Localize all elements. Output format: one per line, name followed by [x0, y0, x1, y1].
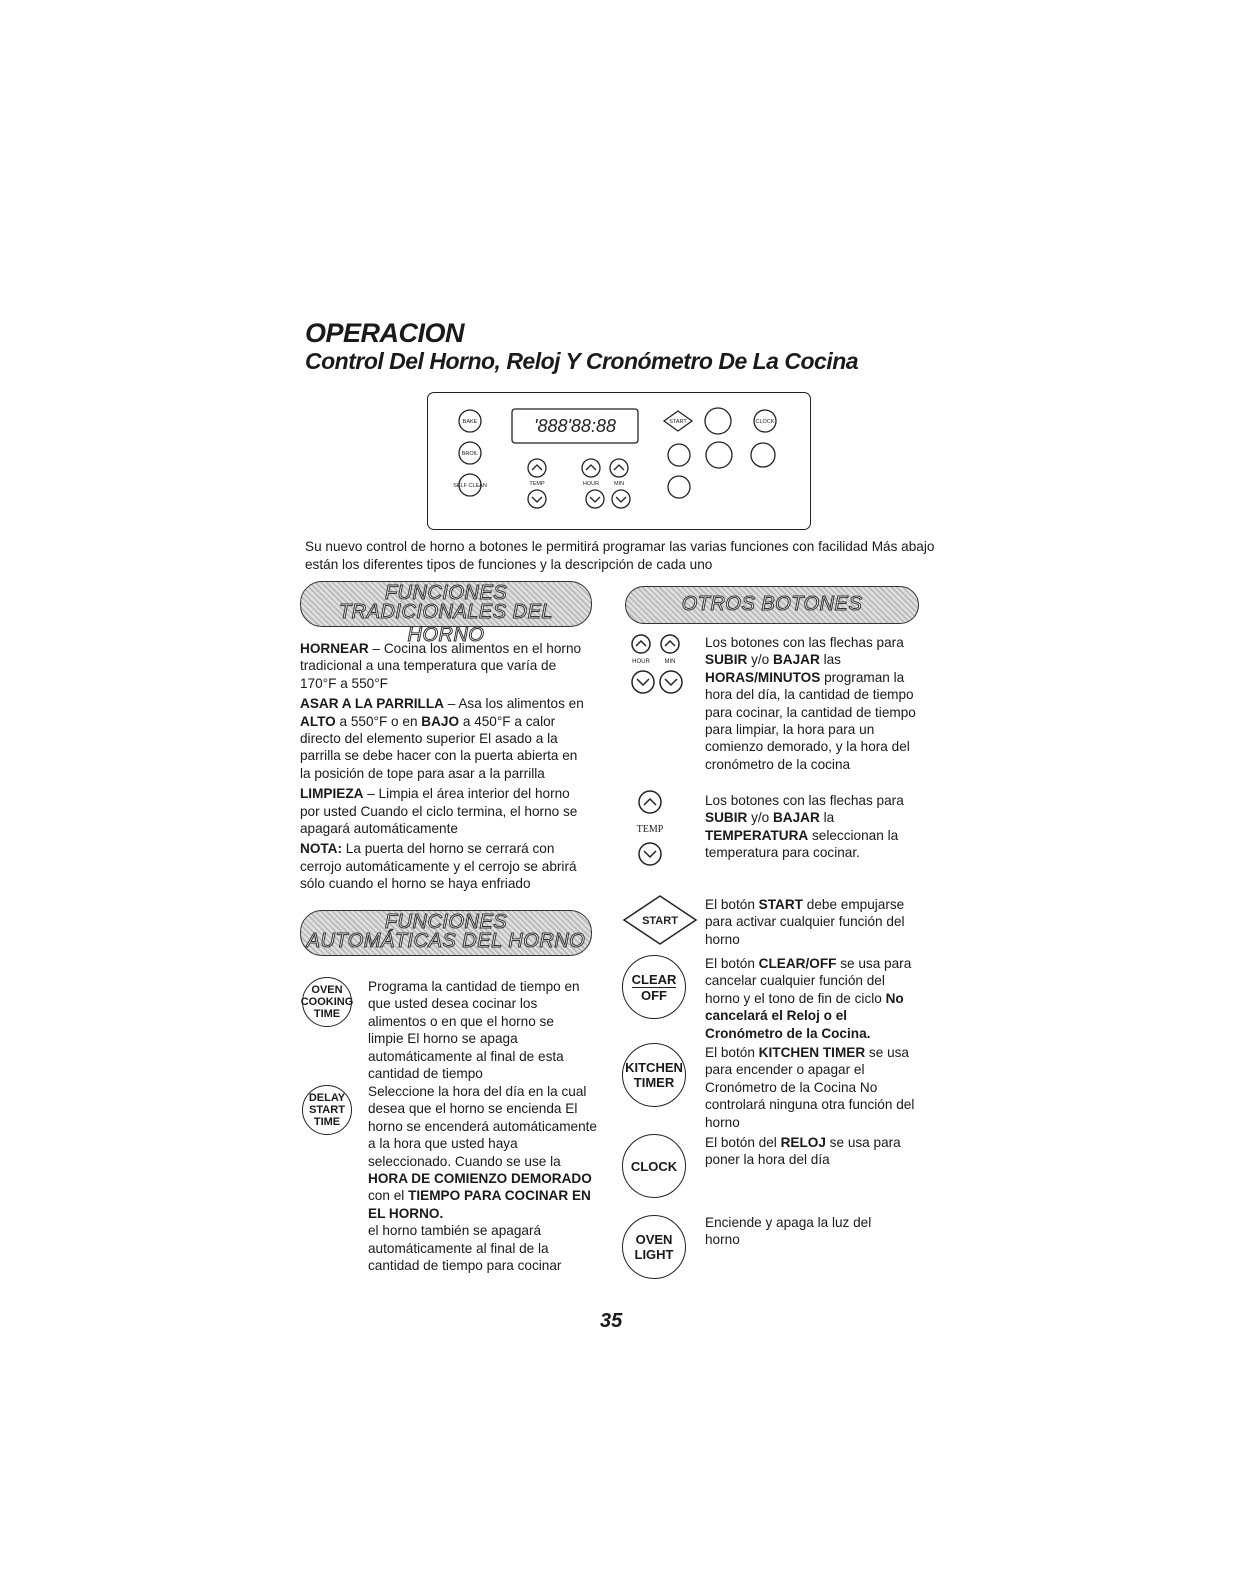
note-description: NOTA: La puerta del horno se cerrará con cerrojo automáticamente y el cerrojo se abrirá sólo cuando el horno se haya enfriado — [300, 841, 577, 892]
oven-cooking-time-icon: OVEN COOKING TIME — [302, 977, 352, 1027]
oven-light-icon: OVEN LIGHT — [622, 1215, 686, 1279]
start-text: El botón START debe empujarse para activar cualquier función del horno — [705, 897, 905, 947]
page-subtitle: Control Del Horno, Reloj Y Cronómetro De La Cocina — [305, 348, 859, 374]
hour-label: HOUR — [582, 481, 600, 487]
temp-text: Los botones con las flechas para SUBIR y/o BAJAR la TEMPERATURA seleccionan la temperatura para cocinar. — [705, 793, 904, 861]
clear-off-button — [668, 444, 690, 466]
banner-other-label: OTROS BOTONES — [681, 593, 863, 615]
svg-text:START: START — [642, 915, 678, 927]
delay-start-time-icon: DELAY START TIME — [302, 1085, 352, 1135]
kitchen-timer-icon: KITCHEN TIMER — [622, 1043, 686, 1107]
self-clean-label: SELF CLEAN — [453, 483, 487, 489]
bake-label: BAKE — [462, 419, 478, 425]
clear-off-icon: CLEAR OFF — [622, 955, 686, 1019]
temp-label: TEMP — [636, 824, 664, 835]
clear-off-text: El botón CLEAR/OFF se usa para cancelar cualquier función del horno y el tono de fin de ciclo No cancelará el Reloj o el Cronómetro de la Cocina. — [705, 956, 912, 1041]
hour-label: HOUR — [632, 659, 650, 665]
temp-up-button — [528, 459, 546, 477]
start-label: START — [669, 419, 687, 425]
clock-icon: CLOCK — [622, 1134, 686, 1198]
banner-other-buttons — [625, 586, 919, 624]
control-panel-illustration — [428, 393, 810, 529]
oven-light-button — [751, 443, 775, 467]
delay-start-time-button — [706, 442, 732, 468]
traditional-functions-text — [300, 640, 590, 896]
kitchen-timer-button — [668, 476, 690, 498]
start-icon — [620, 890, 700, 950]
oven-cooking-time-button — [705, 408, 731, 434]
clock-label: CLOCK — [755, 419, 775, 425]
banner-traditional-line2: TRADICIONALES DEL HORNO — [338, 601, 554, 646]
temp-arrows-icon — [625, 788, 685, 868]
oven-cooking-time-text: Programa la cantidad de tiempo en que usted desea cocinar los alimentos o en que el horno se limpie El horno se apaga automáticamente al final de esta cantidad de tiempo — [368, 979, 580, 1082]
kitchen-timer-text: El botón KITCHEN TIMER se usa para encender o apagar el Cronómetro de la Cocina No controlará ninguna otra función del horno — [705, 1045, 915, 1130]
hour-up-button — [582, 459, 600, 477]
banner-automatic-functions — [300, 910, 592, 956]
delay-start-time-text: Seleccione la hora del día en la cual desea que el horno se encienda El horno se encenderá automáticamente a la hora que usted haya seleccionado. Cuando se use la HORA DE COMIENZO DEMORADO con el TIEMPO PARA COCINAR EN EL HORNO. el horno también se apagará automáticamente al final de la cantidad de tiempo para cocinar — [368, 1084, 597, 1274]
page-number: 35 — [600, 1310, 623, 1332]
min-label: MIN — [664, 659, 676, 665]
banner-traditional-line1: FUNCIONES — [384, 582, 508, 604]
oven-light-text: Enciende y apaga la luz del horno — [705, 1215, 872, 1248]
clock-text: El botón del RELOJ se usa para poner la hora del día — [705, 1135, 901, 1168]
oven-control-panel — [427, 392, 811, 530]
clean-description: LIMPIEZA – Limpia el área interior del horno por usted Cuando el ciclo termina, el horno se apagará automáticamente — [300, 786, 578, 837]
banner-automatic-line2: AUTOMÁTICAS DEL HORNO — [306, 930, 586, 952]
temp-label: TEMP — [529, 481, 545, 487]
min-up-button — [610, 459, 628, 477]
hour-down-button — [586, 490, 604, 508]
broil-label: BROIL — [461, 451, 479, 457]
min-label: MIN — [613, 481, 625, 487]
min-down-button — [612, 490, 630, 508]
broil-description: ASAR A LA PARRILLA – Asa los alimentos en ALTO a 550°F o en BAJO a 450°F a calor directo del elemento superior El asado a la parrilla se debe hacer con la puerta abierta en la posición de tope para asar a la parrilla — [300, 696, 584, 781]
hour-min-arrows-icon — [625, 632, 695, 712]
display-digits: '888​'88:88 — [534, 416, 616, 436]
bake-description: HORNEAR – Cocina los alimentos en el horno tradicional a una temperatura que varía de 170°F a 550°F — [300, 641, 582, 691]
hour-min-text: Los botones con las flechas para SUBIR y/o BAJAR las HORAS/MINUTOS programan la hora del día, la cantidad de tiempo para cocinar, la cantidad de tiempo para limpiar, la hora para un comienzo demorado, y la hora del cronómetro de la cocina — [705, 635, 916, 772]
banner-traditional-functions — [300, 581, 592, 646]
intro-paragraph: Su nuevo control de horno a botones le permitirá programar las varias funciones con facilidad Más abajo están los diferentes tipos de funciones y la descripción de cada uno — [305, 539, 935, 572]
banner-automatic-line1: FUNCIONES — [384, 911, 508, 933]
temp-down-button — [528, 490, 546, 508]
page-title: OPERACION — [305, 318, 465, 348]
